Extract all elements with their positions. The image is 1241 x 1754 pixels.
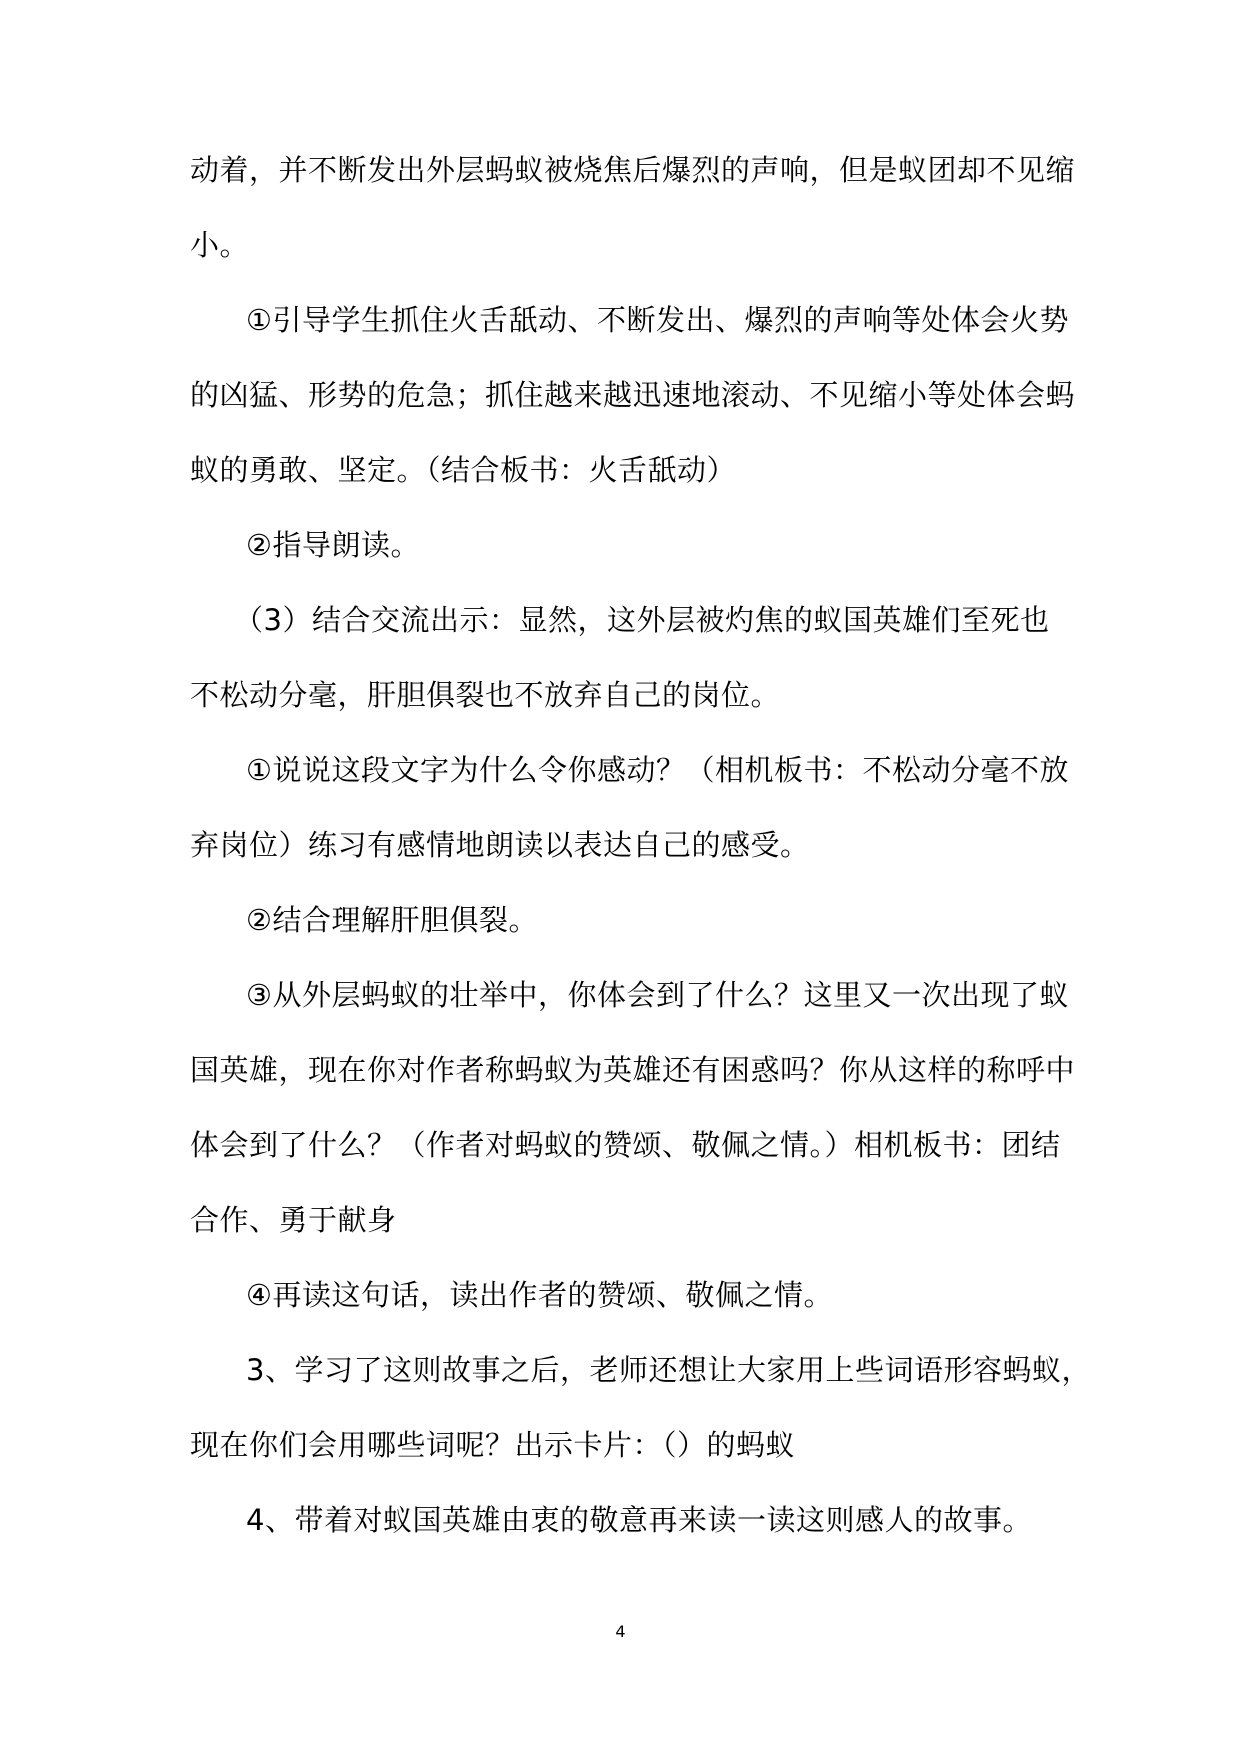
text-line-13: 国英雄，现在你对作者称蚂蚁为英雄还有困惑吗？你从这样的称呼中 bbox=[190, 1053, 1076, 1087]
text-line-6: ②指导朗读。 bbox=[246, 528, 420, 562]
text-line-17: 3、学习了这则故事之后，老师还想让大家用上些词语形容蚂蚁， bbox=[246, 1353, 1091, 1387]
text-line-12: ③从外层蚂蚁的壮举中，你体会到了什么？这里又一次出现了蚁 bbox=[246, 978, 1069, 1012]
text-line-1: 动着，并不断发出外层蚂蚁被烧焦后爆烈的声响，但是蚁团却不见缩 bbox=[190, 153, 1076, 187]
text-line-14: 体会到了什么？（作者对蚂蚁的赞颂、敬佩之情。）相机板书：团结 bbox=[190, 1128, 1061, 1162]
text-line-7: （3）结合交流出示：显然，这外层被灼焦的蚁国英雄们至死也 bbox=[234, 603, 1050, 637]
text-line-18: 现在你们会用哪些词呢？出示卡片：（）的蚂蚁 bbox=[190, 1428, 796, 1462]
text-line-2: 小。 bbox=[190, 228, 250, 262]
text-line-8: 不松动分毫，肝胆俱裂也不放弃自己的岗位。 bbox=[190, 678, 781, 712]
text-line-16: ④再读这句话，读出作者的赞颂、敬佩之情。 bbox=[246, 1278, 833, 1312]
text-line-9: ①说说这段文字为什么令你感动？（相机板书：不松动分毫不放 bbox=[246, 753, 1069, 787]
text-line-5: 蚁的勇敢、坚定。（结合板书：火舌舐动） bbox=[190, 453, 737, 487]
text-line-15: 合作、勇于献身 bbox=[190, 1203, 397, 1237]
text-line-3: ①引导学生抓住火舌舐动、不断发出、爆烈的声响等处体会火势 bbox=[246, 303, 1069, 337]
text-line-11: ②结合理解肝胆俱裂。 bbox=[246, 903, 538, 937]
text-line-19: 4、带着对蚁国英雄由衷的敬意再来读一读这则感人的故事。 bbox=[246, 1503, 1032, 1537]
text-line-4: 的凶猛、形势的危急；抓住越来越迅速地滚动、不见缩小等处体会蚂 bbox=[190, 378, 1076, 412]
page-number: 4 bbox=[615, 1622, 626, 1641]
text-line-10: 弃岗位）练习有感情地朗读以表达自己的感受。 bbox=[190, 828, 810, 862]
